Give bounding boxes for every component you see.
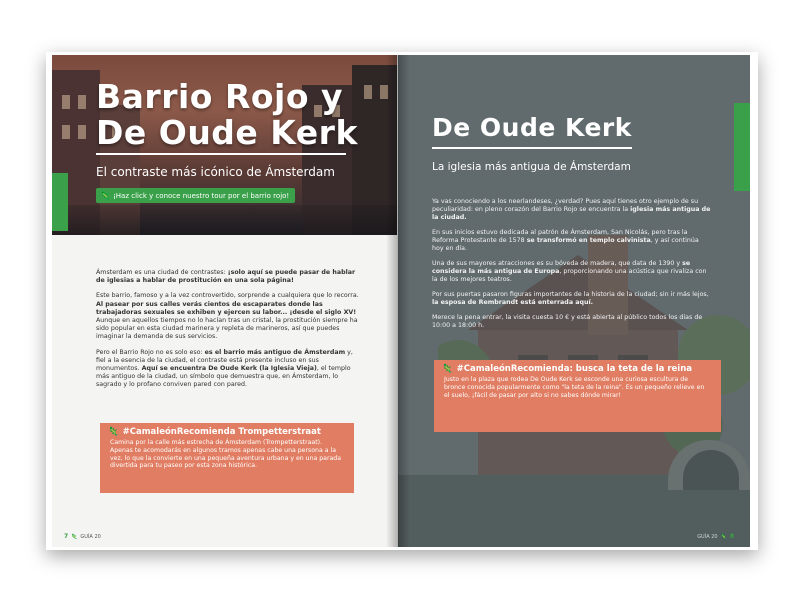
recommendation-text: Justo en la plaza que rodea De Oude Kerk se esconde una curiosa escultura de bronce conocida popularmente como "la teta de la reina". Es un pequeño relieve en el suelo, ¡fácil de pasar por alto si no sabes dónde mirar! bbox=[444, 376, 705, 399]
book-gutter bbox=[386, 55, 410, 547]
page-footer bbox=[697, 533, 734, 540]
left-body-text bbox=[96, 269, 359, 397]
chameleon-icon: 🦎 bbox=[100, 191, 110, 200]
paragraph: Pero el Barrio Rojo no es solo eso: es el barrio más antiguo de Ámsterdam y, fiel a la esencia de la ciudad, el contraste está presente incluso en sus monumentos. Aquí se encuentra De Oude Kerk (la Iglesia Vieja), el templo más antiguo de la ciudad, un símbolo que demuestra que, en Ámsterdam, lo sagrado y lo profano conviven pared con pared. bbox=[96, 348, 353, 389]
page-title: Barrio Rojo y De Oude Kerk bbox=[96, 77, 358, 152]
chameleon-icon: 🦎 bbox=[442, 364, 453, 374]
page-title: De Oude Kerk bbox=[432, 113, 632, 142]
paragraph: Ámsterdam es una ciudad de contrastes: ¡solo aquí se puede pasar de hablar de iglesias a hablar de prostitución en una sola página! bbox=[96, 269, 356, 285]
recommendation-box bbox=[100, 423, 354, 493]
page-footer bbox=[64, 533, 101, 540]
paragraph: Merece la pena entrar, la visita cuesta 10 € y está abierta al público todos los días de 10:00 a 18:00 h. bbox=[432, 314, 703, 329]
page-subtitle: La iglesia más antigua de Ámsterdam bbox=[432, 161, 631, 173]
right-body-text bbox=[432, 198, 712, 337]
recommendation-title: 🦎 #CamaleónRecomienda Trompetterstraat bbox=[108, 427, 321, 437]
tour-link-button[interactable] bbox=[96, 188, 295, 203]
footer-label: GUÍA 20 bbox=[697, 533, 718, 540]
paragraph: En sus inicios estuvo dedicada al patrón de Ámsterdam, San Nicolás, pero tras la Reforma Protestante de 1578 se transformó en templo calvinista, y así continúa hoy en día. bbox=[432, 229, 699, 252]
green-tab bbox=[734, 103, 750, 191]
chameleon-icon: 🦎 bbox=[720, 533, 727, 540]
title-underline bbox=[432, 147, 632, 149]
footer-label: GUÍA 20 bbox=[80, 533, 101, 540]
title-underline bbox=[96, 153, 346, 155]
page-subtitle: El contraste más icónico de Ámsterdam bbox=[96, 165, 335, 179]
tour-link-label: ¡Haz click y conoce nuestro tour por el barrio rojo! bbox=[112, 191, 290, 200]
recommendation-text: Camina por la calle más estrecha de Ámsterdam (Trompetterstraat). Apenas te acomodarás en algunos tramos apenas cabe una persona a la vez, lo que la convierte en una pequeña aventura urbana y en una parada divertida para tu paseo por esta zona histórica. bbox=[110, 439, 342, 470]
page-number: 7 bbox=[64, 533, 69, 540]
paragraph: Este barrio, famoso y a la vez controvertido, sorprende a cualquiera que lo recorra. Al pasear por sus calles verás cientos de escaparates donde las trabajadoras sexuales se exhiben y ejercen su labor... ¡desde el siglo XV! Aunque en aquellos tiempos no lo hacían tras un cristal, la prostitución siempre ha sido popular en esta ciudad marinera y repleta de marineros, así que puedes imaginar la demanda de sus servicios. bbox=[96, 292, 359, 341]
right-page bbox=[398, 55, 750, 547]
chameleon-icon: 🦎 bbox=[108, 427, 119, 437]
recommendation-title: 🦎 #CamaleónRecomienda: busca la teta de la reina bbox=[442, 364, 693, 374]
paragraph: Por sus puertas pasaron figuras importantes de la historia de la ciudad; sin ir más lejos, la esposa de Rembrandt está enterrada aquí. bbox=[432, 291, 709, 306]
paragraph: Ya vas conociendo a los neerlandeses, ¿verdad? Pues aquí tienes otro ejemplo de su peculiaridad: en pleno corazón del Barrio Rojo se encuentra la iglesia más antigua de la ciudad. bbox=[432, 198, 711, 221]
chameleon-icon: 🦎 bbox=[71, 533, 78, 540]
paragraph: Una de sus mayores atracciones es su bóveda de madera, que data de 1390 y se considera la más antigua de Europa, proporcionando una acústica que rivaliza con la de los mejores teatros. bbox=[432, 260, 707, 283]
page-number: 8 bbox=[729, 533, 734, 540]
recommendation-box bbox=[434, 360, 721, 432]
left-page bbox=[52, 55, 397, 547]
green-tab bbox=[52, 173, 68, 231]
